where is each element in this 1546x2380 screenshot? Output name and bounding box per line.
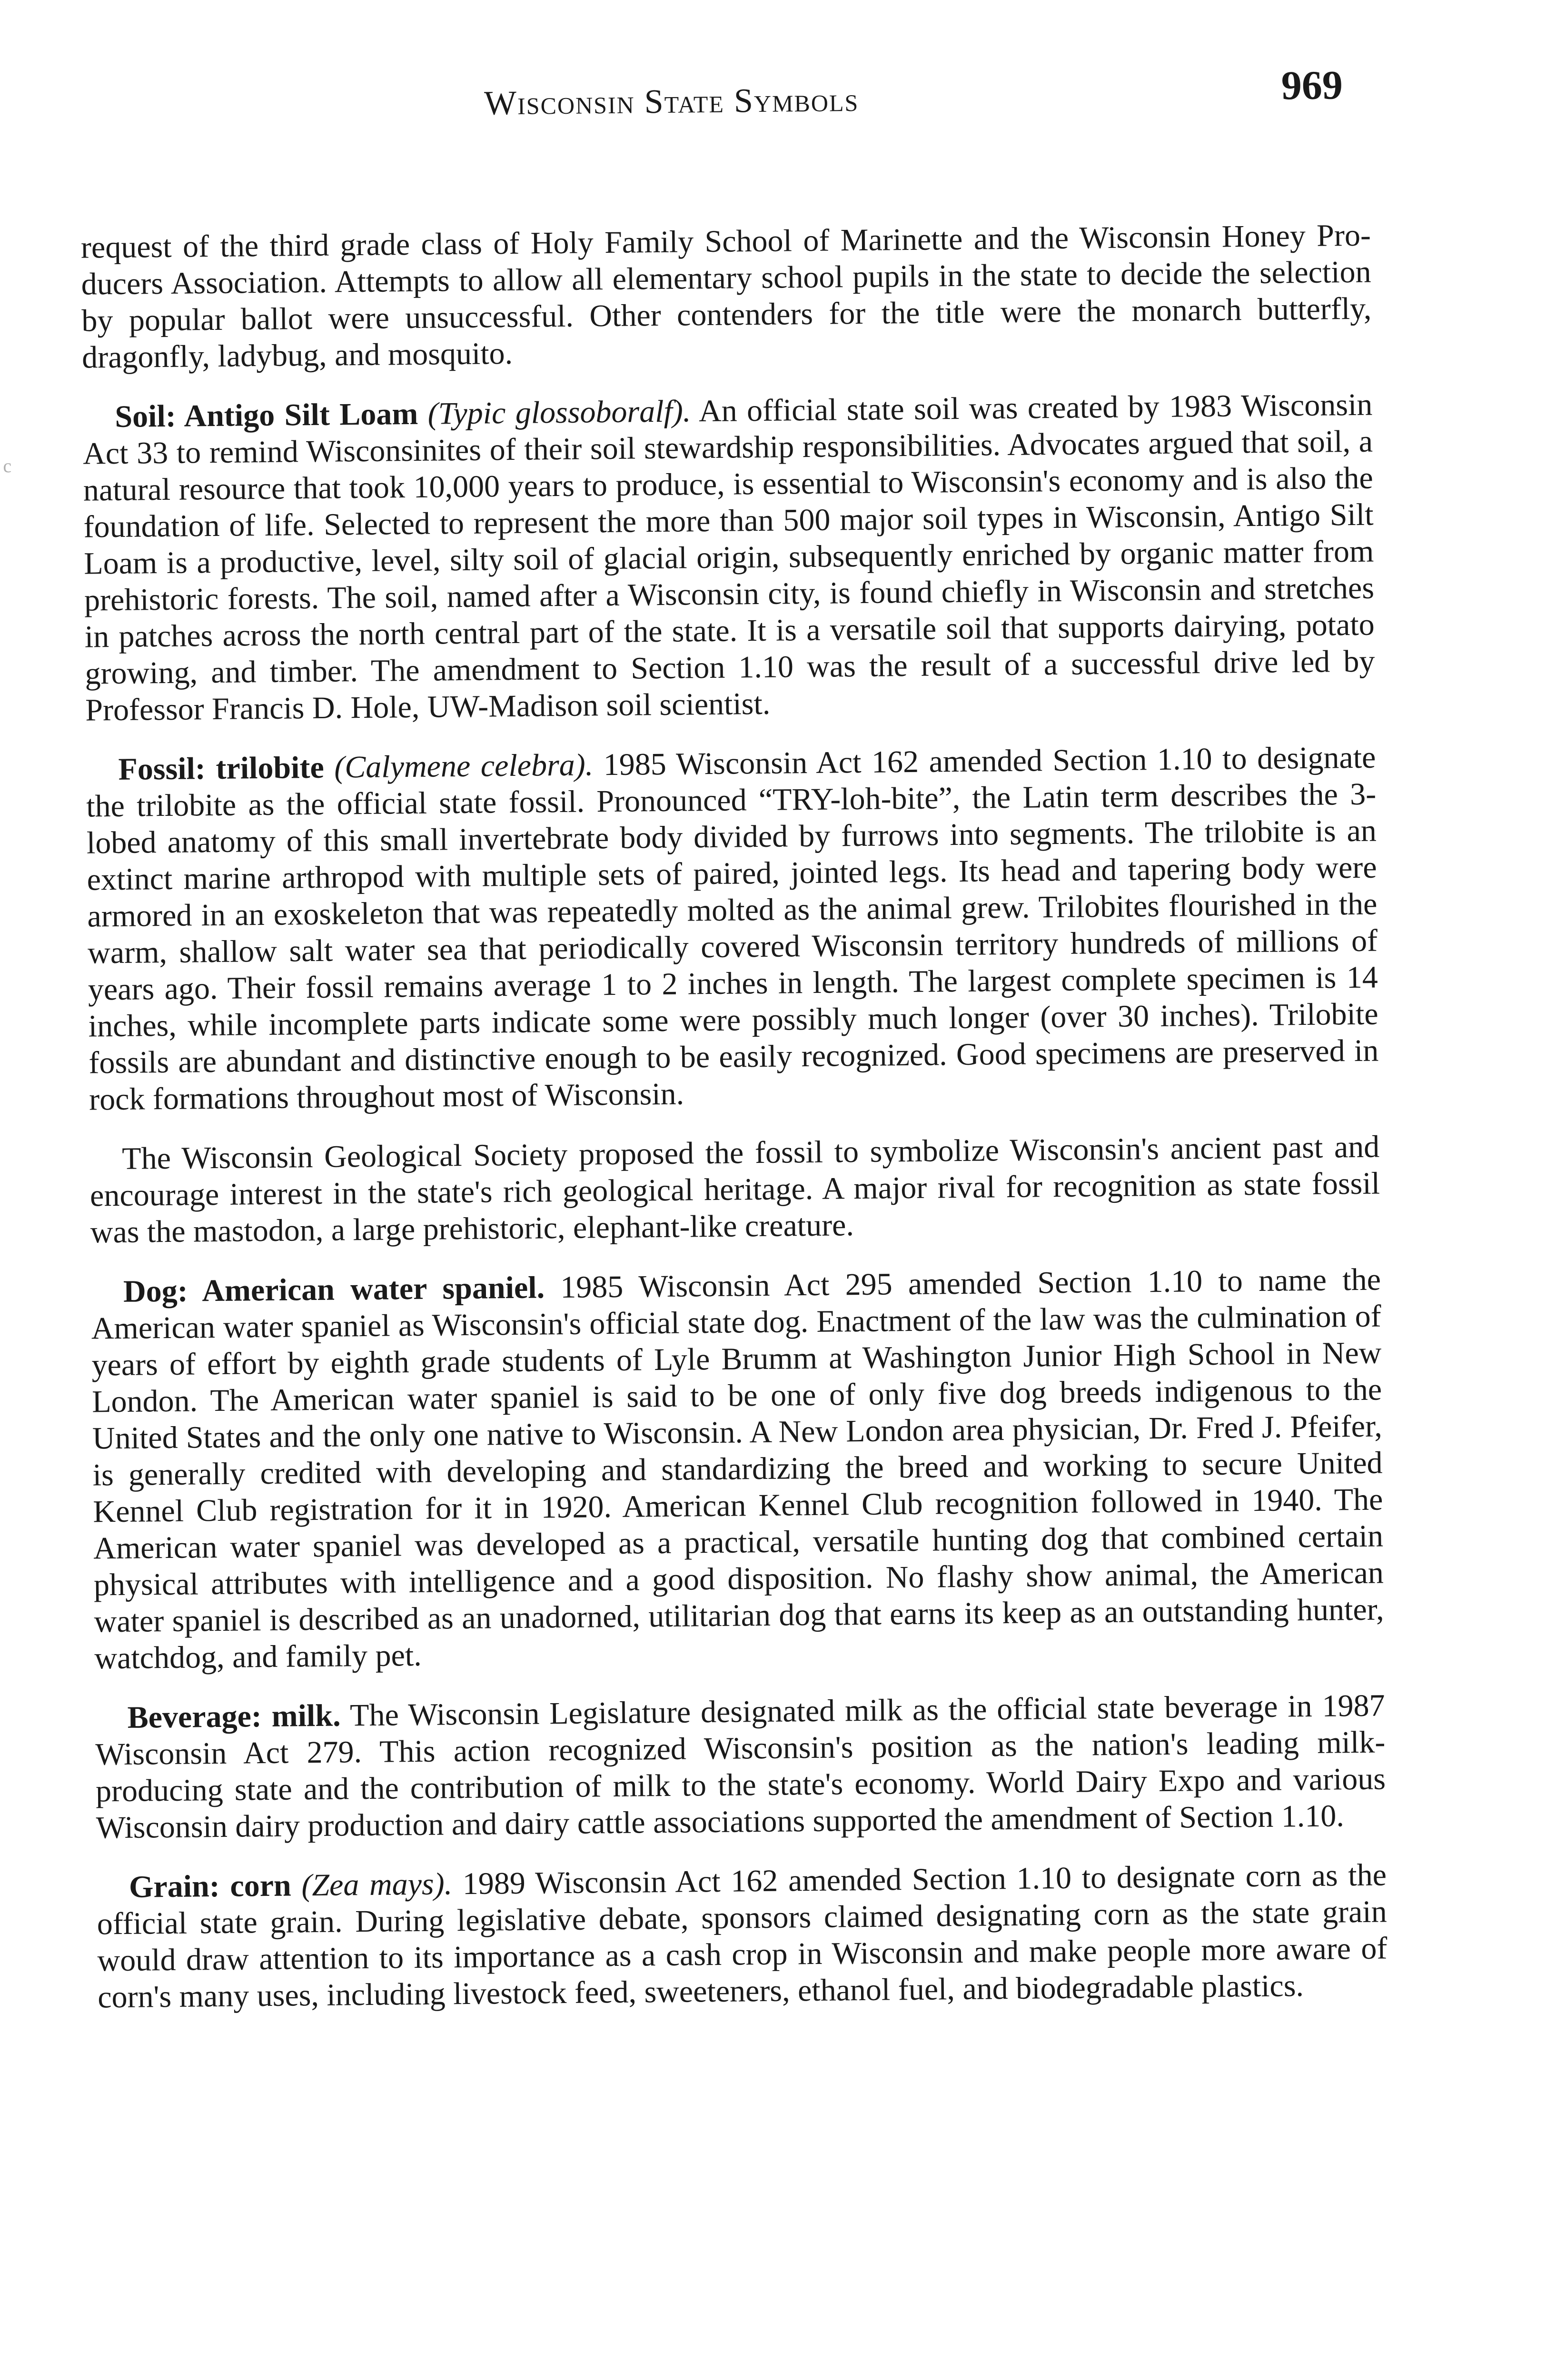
entry-term-grain: Grain: corn — [129, 1868, 292, 1904]
paragraph-fossil-continued — [89, 1129, 1380, 1251]
paragraph-text: An official state soil was created by 1983 Wisconsin Act 33 to remind Wisconsinites of their soil stewardship responsibilities. Advocates argued that soil, a natural resource that took 10,000 years to produce, is essential to Wisconsin's economy and is also the foundation of life. Selected to represent the more than 500 major soil types in Wisconsin, Antigo Silt Loam is a productive, level, silty soil of glacial origin, subsequently enriched by organic matter from prehistoric forests. The soil, named after a Wisconsin city, is found chiefly in Wisconsin and stretches in patches across the north central part of the state. It is a versatile soil that supports dairying, potato growing, and timber. The amendment to Section 1.10 was the result of a successful drive led by Professor Francis D. Hole, UW-Madison soil scientist. — [82, 387, 1375, 728]
paragraph-text: The Wisconsin Geological Society proposed the fossil to symbolize Wisconsin's ancient past and encourage interest in the state's rich geological heritage. A major rival for recognition as state fossil was the mastodon, a large prehistoric, elephant-like creature. — [89, 1129, 1380, 1250]
paragraph-text: 1985 Wisconsin Act 295 amended Section 1.10 to name the American water spaniel as Wisconsin's official state dog. Enactment of the law was the culmination of years of effort by eighth grade students of Lyle Brumm at Washington Junior High School in New London. The American water spaniel is said to be one of only five dog breeds indigenous to the United States and the only one native to Wisconsin. A New London area physician, Dr. Fred J. Pfeifer, is generally credited with developing and standardizing the breed and working to secure United Kennel Club registration for it in 1920. American Kennel Club recognition followed in 1940. The American water spaniel was developed as a practical, versatile hunting dog that combined certain physical attributes with intelligence and a good disposition. No flashy show animal, the American water spaniel is described as an unadorned, utilitarian dog that earns its keep as an outstanding hunter, watchdog, and family pet. — [91, 1262, 1384, 1676]
margin-mark: c — [3, 455, 12, 477]
scientific-name-grain: (Zea mays). — [301, 1866, 453, 1903]
paragraph-text: 1985 Wisconsin Act 162 amended Section 1.10 to designate the trilobite as the official state fossil. Pronounced “TRY-loh-bite”, the Latin term describes the 3-lobed anatomy of this small invertebrate body divided by furrows into segments. The trilobite is an extinct marine arthropod with multiple sets of paired, jointed legs. Its head and tapering body were armored in an exoskeleton that was repeatedly molted as the animal grew. Trilobites flourished in the warm, shallow salt water sea that periodically covered Wisconsin territory hundreds of millions of years ago. Their fossil remains average 1 to 2 inches in length. The largest complete specimen is 14 inches, while incomplete parts indicate some were possibly much longer (over 30 inches). Trilobite fossils are abundant and distinctive enough to be easily recognized. Good specimens are preserved in rock formations throughout most of Wisconsin. — [86, 740, 1379, 1117]
body-text — [81, 217, 1388, 2039]
entry-term-dog: Dog: American water spaniel. — [123, 1270, 545, 1309]
running-header — [484, 80, 859, 123]
paragraph-text: The Wisconsin Legislature designated milk as the official state beverage in 1987 Wisconsin Act 279. This action recognized Wisconsin's position as the nation's leading milk-producing state and the contribution of milk to the state's economy. World Dairy Expo and various Wisconsin dairy production and dairy cattle associations supported the amendment of Section 1.10. — [95, 1688, 1386, 1845]
entry-term-beverage: Beverage: milk. — [127, 1698, 341, 1735]
paragraph-text: request of the third grade class of Holy Family School of Marinette and the Wisconsin Honey Producers Association. Attempts to allow all elementary school pupils in the state to decide the selection by popular ballot were unsuccessful. Other contenders for the title were the monarch butterfly, dragonfly, ladybug, and mosquito. — [80, 218, 1372, 375]
paragraph-soil — [82, 387, 1376, 729]
paragraph-grain — [97, 1856, 1388, 2015]
paragraph-intro-continued — [81, 217, 1372, 376]
scientific-name-fossil: (Calymene celebra). — [334, 747, 594, 785]
running-header-title: Wisconsin State Symbols — [484, 80, 859, 122]
paragraph-text: 1989 Wisconsin Act 162 amended Section 1.10 to designate corn as the official state grain. During legislative debate, sponsors claimed designating corn as the state grain would draw attention to its importance as a cash crop in Wisconsin and make people more aware of corn's many uses, including livestock feed, sweeteners, ethanol fuel, and biodegradable plastics. — [97, 1857, 1387, 2015]
scientific-name-soil: (Typic glossoboralf). — [427, 394, 691, 431]
paragraph-beverage — [95, 1687, 1386, 1846]
entry-term-soil: Soil: Antigo Silt Loam — [115, 396, 418, 434]
entry-term-fossil: Fossil: trilobite — [118, 750, 325, 787]
page-number: 969 — [1281, 62, 1343, 109]
paragraph-dog — [91, 1261, 1385, 1677]
paragraph-fossil — [86, 739, 1379, 1118]
